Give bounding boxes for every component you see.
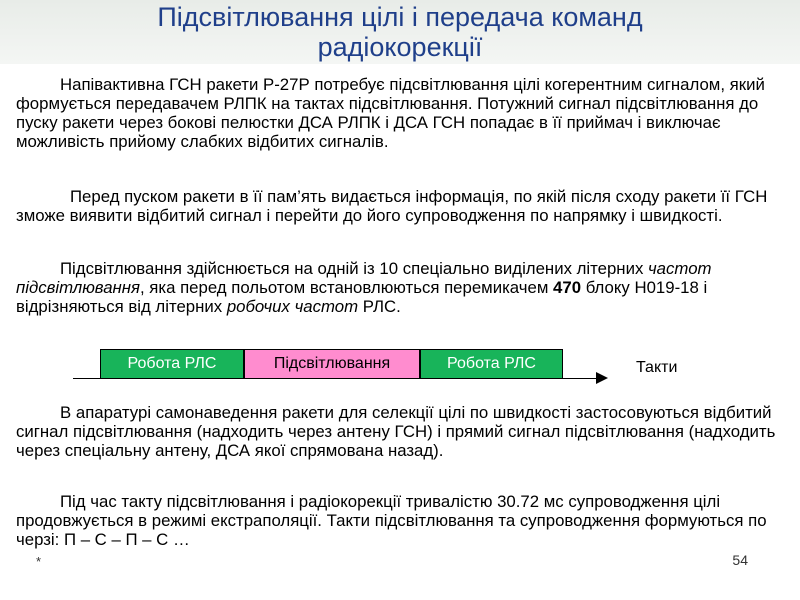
paragraph-3-text-e: блоку Н019-18 і відрізняються від літерних	[16, 278, 708, 316]
title-line-1: Підсвітлювання цілі і передача команд	[157, 2, 643, 32]
timeline-segment-radar-work-1: Робота РЛС	[100, 349, 244, 379]
paragraph-3-text-g: РЛС.	[358, 297, 401, 316]
title-line-2: радіокорекції	[317, 32, 483, 62]
paragraph-5: Під час такту підсвітлювання і радіокорекції тривалістю 30.72 мс супроводження цілі продовжується в режимі екстраполяції. Такти підсвітлювання та супроводження формуються по черзі: П – С – П – С …	[16, 492, 767, 549]
page-number: 54	[732, 552, 748, 568]
paragraph-3	[16, 259, 786, 316]
timeline-segment-illumination: Підсвітлювання	[244, 349, 420, 379]
paragraph-3-bold-switch: 470	[553, 278, 582, 297]
paragraph-1: Напівактивна ГСН ракети Р-27Р потребує підсвітлювання цілі когерентним сигналом, який формується передавачем РЛПК на тактах підсвітлювання. Потужний сигнал підсвітлювання до пуску ракети через бокові пелюстки ДСА РЛПК і ДСА ГСН попадає в її приймач і виключає можливість прийому слабких відбитих сигналів.	[16, 75, 765, 151]
timeline-axis-label: Такти	[636, 359, 678, 376]
timeline-segment-radar-work-2: Робота РЛС	[420, 349, 563, 379]
paragraph-3-text-a: Підсвітлювання здійснюється на одній із 10 спеціально виділених літерних	[60, 259, 648, 278]
timeline-arrow-icon	[596, 372, 608, 384]
paragraph-3-italic-illum: частот підсвітлювання	[16, 259, 712, 297]
footer-date-placeholder: *	[36, 554, 42, 569]
slide-title	[0, 2, 800, 62]
paragraph-3-text-c: , яка перед польотом встановлюються перемикачем	[139, 278, 554, 297]
paragraph-4: В апаратурі самонаведення ракети для селекції цілі по швидкості застосовуються відбитий сигнал підсвітлювання (надходить через антену ГСН) і прямий сигнал підсвітлювання (надходить через спеціальну антену, ДСА якої спрямована назад).	[16, 403, 776, 460]
paragraph-2: Перед пуском ракети в її пам’ять видається інформація, по якій після сходу ракети її ГСН зможе виявити відбитий сигнал і перейти до його супроводження по напрямку і швидкості.	[16, 187, 768, 225]
paragraph-3-italic-work: робочих частот	[226, 297, 359, 316]
